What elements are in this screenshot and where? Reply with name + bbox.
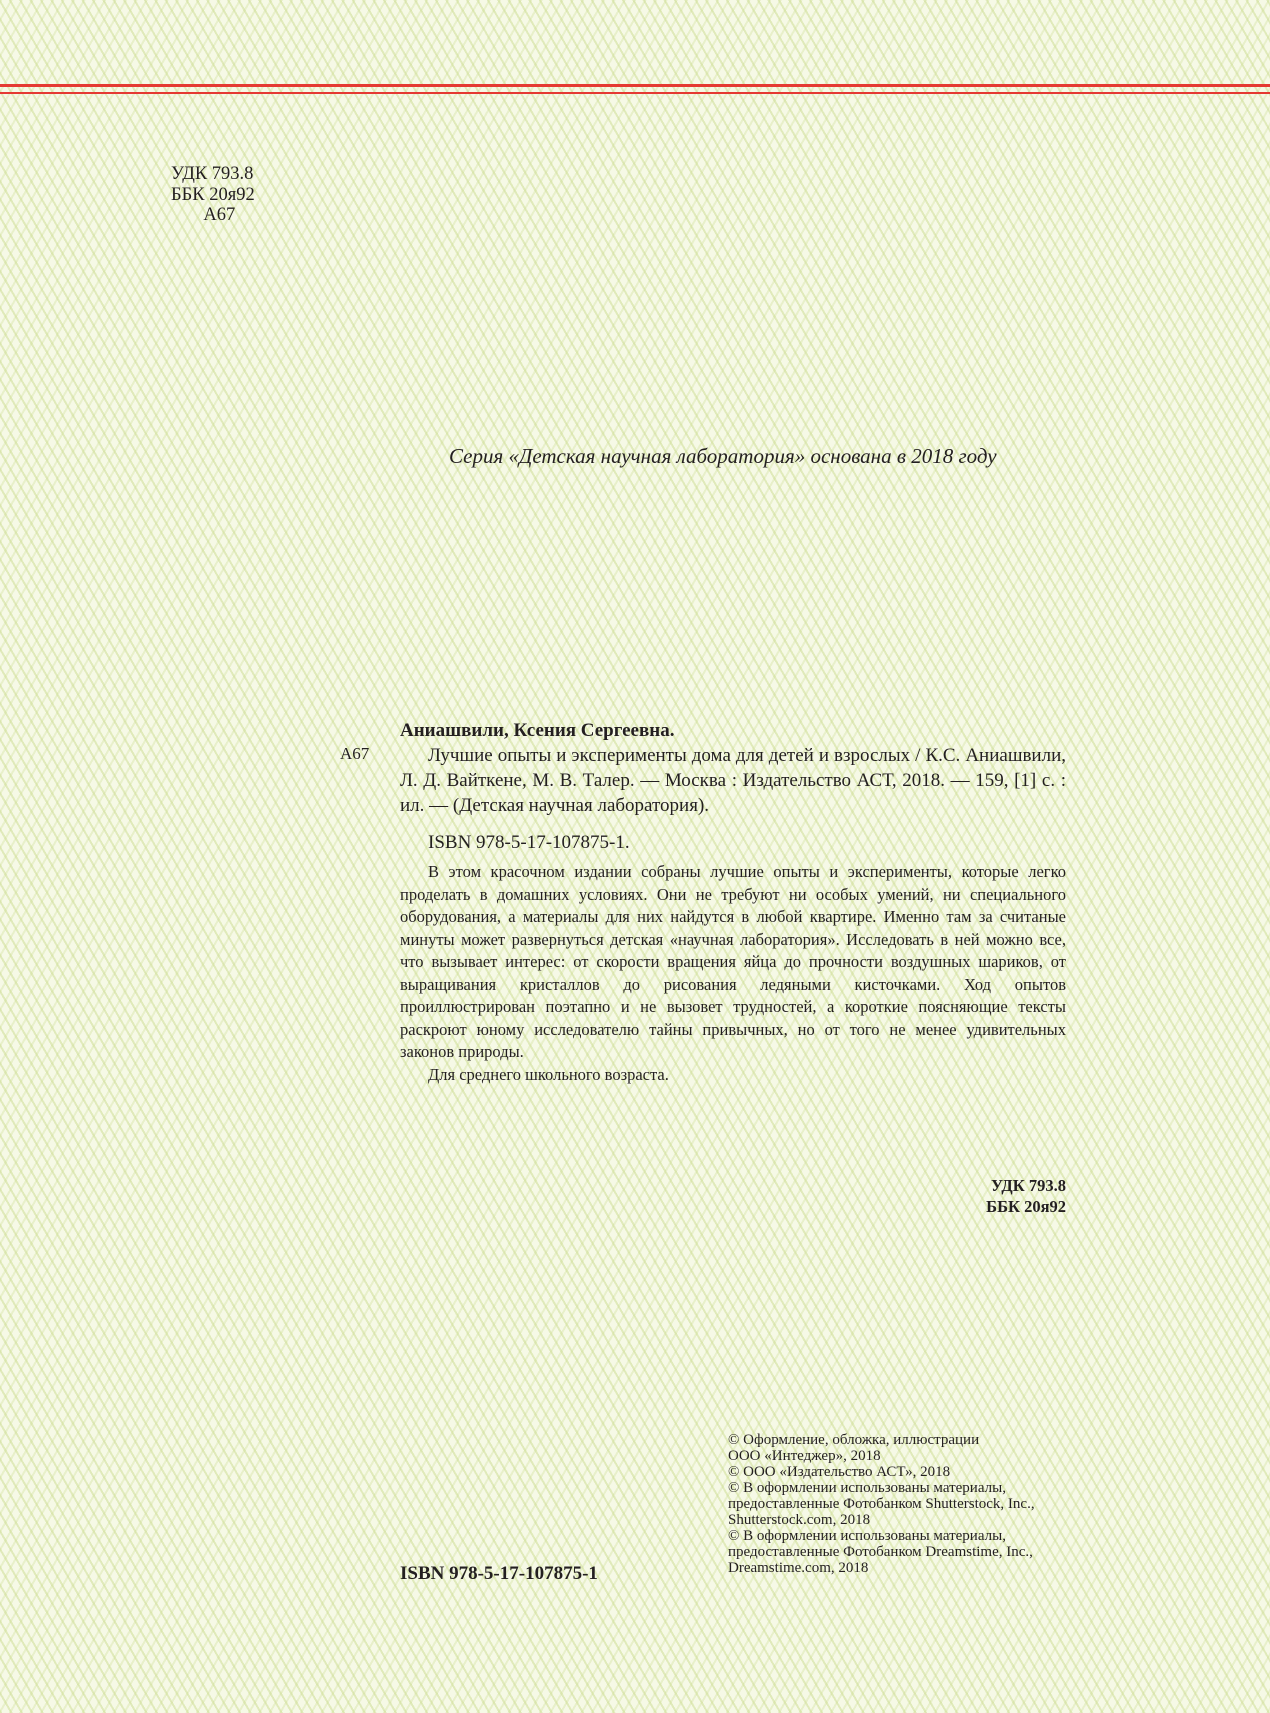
copyright-line: © ООО «Издательство АСТ», 2018 [728, 1464, 951, 1480]
copyright-line: © Оформление, обложка, иллюстрации [728, 1432, 980, 1448]
copyright-line: Dreamstime.com, 2018 [728, 1560, 869, 1576]
annotation-paragraph: В этом красочном издании собраны лучшие опыты и эксперименты, которые легко проделать в домашних условиях. Они не требуют ни особых умений, ни специального оборудования, а материалы для них найдутся в любой квартире. Именно там за считаные минуты может развернуться детская «научная лаборатория». Исследовать в ней можно все, что вызывает интерес: от скорости вращения яйца до прочности воздушных шариков, от выращивания кристаллов до рисования ледяными кисточками. Ход опытов проиллюстрирован поэтапно и не вызовет трудностей, а короткие поясняющие тексты раскроют юному исследователю тайны привычных, но от того не менее удивительных законов природы. [400, 862, 1066, 1061]
copyright-line: Shutterstock.com, 2018 [728, 1512, 871, 1528]
bbk-code-bottom: ББК 20я92 [986, 1197, 1066, 1216]
bbk-code: ББК 20я92 [171, 184, 255, 205]
copyright-line: © В оформлении использованы материалы, [728, 1528, 1006, 1544]
entry-text: Лучшие опыты и эксперименты дома для детей и взрослых / К.С. Аниашвили, Л. Д. Вайткене, М. В. Талер. — Москва : Издательство АСТ, 2018. — 159, [1] с. : ил. — (Детская научная лаборатория). [400, 745, 1066, 816]
bibliographic-entry [400, 718, 1066, 855]
author-name: Аниашвили, Ксения Сергеевна. [400, 720, 675, 741]
author-sign: А67 [171, 205, 236, 225]
index-codes-bottom [986, 1175, 1066, 1217]
copyright-line: предоставленные Фотобанком Shutterstock, Inc., [728, 1496, 1035, 1512]
author-sign-side: А67 [340, 744, 370, 763]
copyright-line: © В оформлении использованы материалы, [728, 1480, 1006, 1496]
copyright-line: предоставленные Фотобанком Dreamstime, Inc., [728, 1544, 1033, 1560]
copyright-block [728, 1432, 1035, 1576]
isbn-line: ISBN 978-5-17-107875-1. [428, 832, 630, 853]
copyright-line: ООО «Интеджер», 2018 [728, 1448, 881, 1464]
top-red-rule [0, 84, 1270, 87]
top-red-rule-secondary [0, 92, 1270, 94]
series-note: Серия «Детская научная лаборатория» основана в 2018 году [449, 444, 997, 468]
udk-code: УДК 793.8 [171, 164, 254, 184]
annotation [400, 861, 1066, 1086]
index-codes-top [171, 164, 255, 226]
udk-code-bottom: УДК 793.8 [990, 1176, 1066, 1195]
audience-note: Для среднего школьного возраста. [428, 1064, 669, 1084]
isbn-bold: ISBN 978-5-17-107875-1 [400, 1563, 598, 1584]
